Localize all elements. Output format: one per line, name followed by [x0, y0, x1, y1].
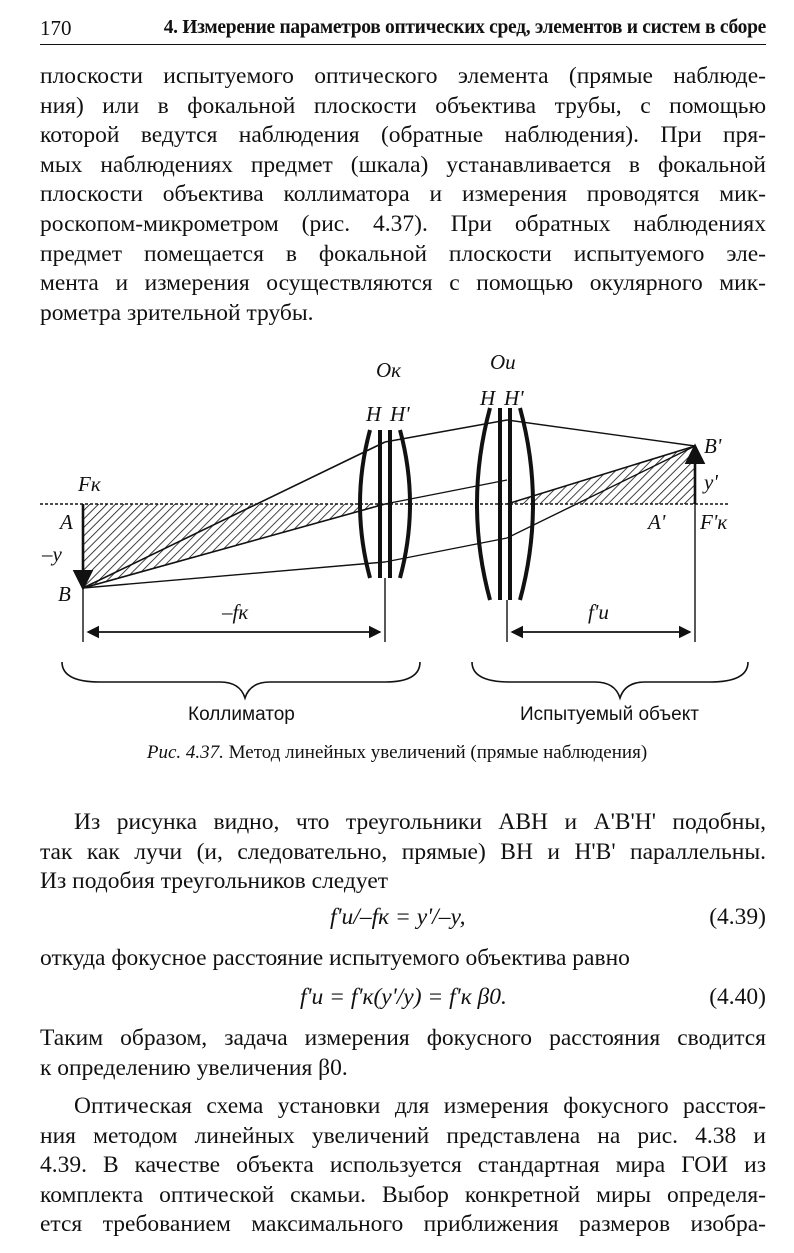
optical-diagram [40, 350, 766, 730]
paragraph-5 [40, 1092, 766, 1240]
label-collimator: Коллиматор [188, 704, 295, 725]
text-line: к определению увеличения β0. [40, 1054, 348, 1081]
label-fk: Fк [78, 472, 101, 496]
equation-4-40: f'и = f'к(y'/y) = f'к β0. [300, 984, 507, 1010]
text-line: плоскости испытуемого оптического элемента (прямые наблюде- [40, 63, 766, 89]
label-b: B [58, 582, 71, 606]
paragraph-2 [40, 808, 766, 897]
test-object-brace [472, 662, 748, 698]
label-ok: Oк [376, 358, 401, 382]
text-line: Оптическая схема установки для измерения фокусного расстоя- [74, 1093, 766, 1119]
text-line: откуда фокусное расстояние испытуемого объектива равно [40, 945, 630, 971]
label-fi-prime: f'и [588, 600, 609, 624]
text-line: Из рисунка видно, что треугольники ABH и A'B'H' подобны, [74, 809, 766, 835]
label-h: H [366, 402, 382, 426]
label-test-object: Испытуемый объект [520, 704, 699, 725]
label-minus-y: –y [42, 542, 62, 566]
caption-text: Метод линейных увеличений (прямые наблюдения) [228, 742, 648, 763]
text-line: Таким образом, задача измерения фокусного расстояния сводится [40, 1025, 766, 1051]
equation-number: (4.39) [709, 904, 766, 930]
label-a: A [60, 510, 73, 534]
text-line: рометра зрительной трубы. [40, 299, 314, 326]
label-a-prime: A' [648, 510, 666, 534]
text-line: которой ведутся наблюдения (обратные наблюдения). При пря- [40, 122, 766, 149]
collimator-brace [62, 662, 420, 698]
text-line: 4.39. В качестве объекта используется стандартная мира ГОИ из [40, 1152, 766, 1179]
page-header [40, 16, 766, 45]
text-line: ния методом линейных увеличений представлена на рис. 4.38 и [40, 1122, 766, 1149]
label-b-prime: B' [704, 434, 722, 458]
text-line: так как лучи (и, следовательно, прямые) BH и H'B' параллельны. [40, 838, 766, 865]
text-line: мых наблюдениях предмет (шкала) устанавливается в фокальной [40, 151, 766, 178]
running-title: 4. Измерение параметров оптических сред, элементов и систем в сборе [163, 17, 766, 38]
equation-4-39: f'и/–fк = y'/–y, [330, 904, 466, 930]
label-minus-fk: –fк [222, 600, 249, 624]
label-h-prime: H' [504, 386, 524, 410]
text-line: мента и измерения осуществляются с помощью окулярного мик- [40, 270, 766, 297]
text-line: ния) или в фокальной плоскости объектива трубы, с помощью [40, 92, 766, 119]
paragraph-3 [40, 944, 766, 974]
text-line: комплекта оптической скамьи. Выбор конкретной миры определя- [40, 1181, 766, 1208]
text-line: ется требованием максимального приближения размеров изобра- [40, 1211, 766, 1238]
ray [385, 480, 507, 504]
paragraph-1 [40, 62, 766, 328]
text-line: предмет помещается в фокальной плоскости испытуемого эле- [40, 240, 766, 267]
label-oi: Oи [490, 350, 516, 374]
text-line: Из подобия треугольников следует [40, 868, 389, 895]
figure-caption [0, 742, 794, 764]
label-h: H [480, 386, 496, 410]
label-y-prime: y' [704, 470, 718, 494]
caption-number: Рис. 4.37. [146, 742, 224, 763]
text-line: роскопом-микрометром (рис. 4.37). При обратных наблюдениях [40, 210, 766, 237]
ray [507, 420, 695, 446]
text-line: плоскости объектива коллиматора и измерения проводятся мик- [40, 181, 766, 208]
equation-number: (4.40) [709, 984, 766, 1010]
label-fk-prime: F'к [700, 510, 728, 534]
label-h-prime: H' [390, 402, 410, 426]
paragraph-4 [40, 1024, 766, 1083]
page-number: 170 [40, 16, 72, 40]
